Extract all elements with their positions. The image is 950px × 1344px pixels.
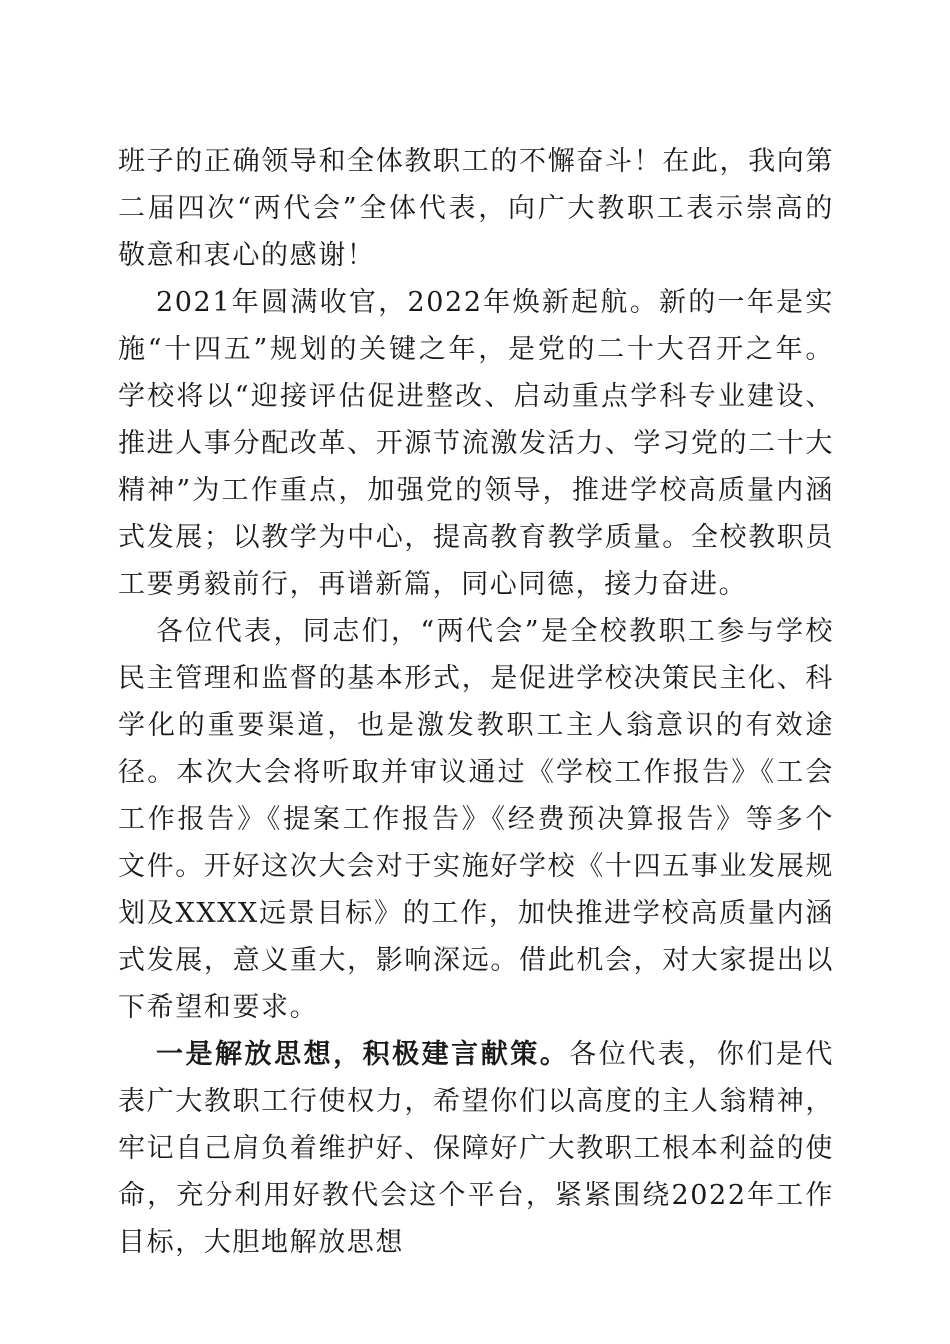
paragraph-4-text: 各位代表，你们是代表广大教职工行使权力，希望你们以高度的主人翁精神，牢记自己肩负着维护好、保障好广大教职工根本利益的使命，充分利用好教代会这个平台，紧紧围绕2022年工作目标，大胆地解放思想 [118,1039,834,1258]
paragraph-3-text: 各位代表，同志们，“两代会”是全校教职工参与学校民主管理和监督的基本形式，是促进学校决策民主化、科学化的重要渠道，也是激发教职工主人翁意识的有效途径。本次大会将听取并审议通过《学校工作报告》《工会工作报告》《提案工作报告》《经费预决算报告》等多个文件。开好这次大会对于实施好学校《十四五事业发展规划及XXXX远景目标》的工作，加快推进学校高质量内涵式发展，意义重大，影响深远。借此机会，对大家提出以下希望和要求。 [118,616,834,1023]
paragraph-2-text: 2021年圆满收官，2022年焕新起航。新的一年是实施“十四五”规划的关键之年，是党的二十大召开之年。学校将以“迎接评估促进整改、启动重点学科专业建设、推进人事分配改革、开源节流激发活力、学习党的二十大精神”为工作重点，加强党的领导，推进学校高质量内涵式发展；以教学为中心，提高教育教学质量。全校教职员工要勇毅前行，再谱新篇，同心同德，接力奋进。 [118,287,834,600]
paragraph-4 [118,1031,834,1266]
paragraph-3 [118,608,834,1031]
paragraph-1-text: 班子的正确领导和全体教职工的不懈奋斗！在此，我向第二届四次“两代会”全体代表，向广大教职工表示崇高的敬意和衷心的感谢！ [118,146,834,271]
paragraph-1 [118,138,834,279]
document-body [118,138,834,1266]
paragraph-2 [118,279,834,608]
paragraph-4-lead: 一是解放思想，积极建言献策。 [156,1039,570,1070]
